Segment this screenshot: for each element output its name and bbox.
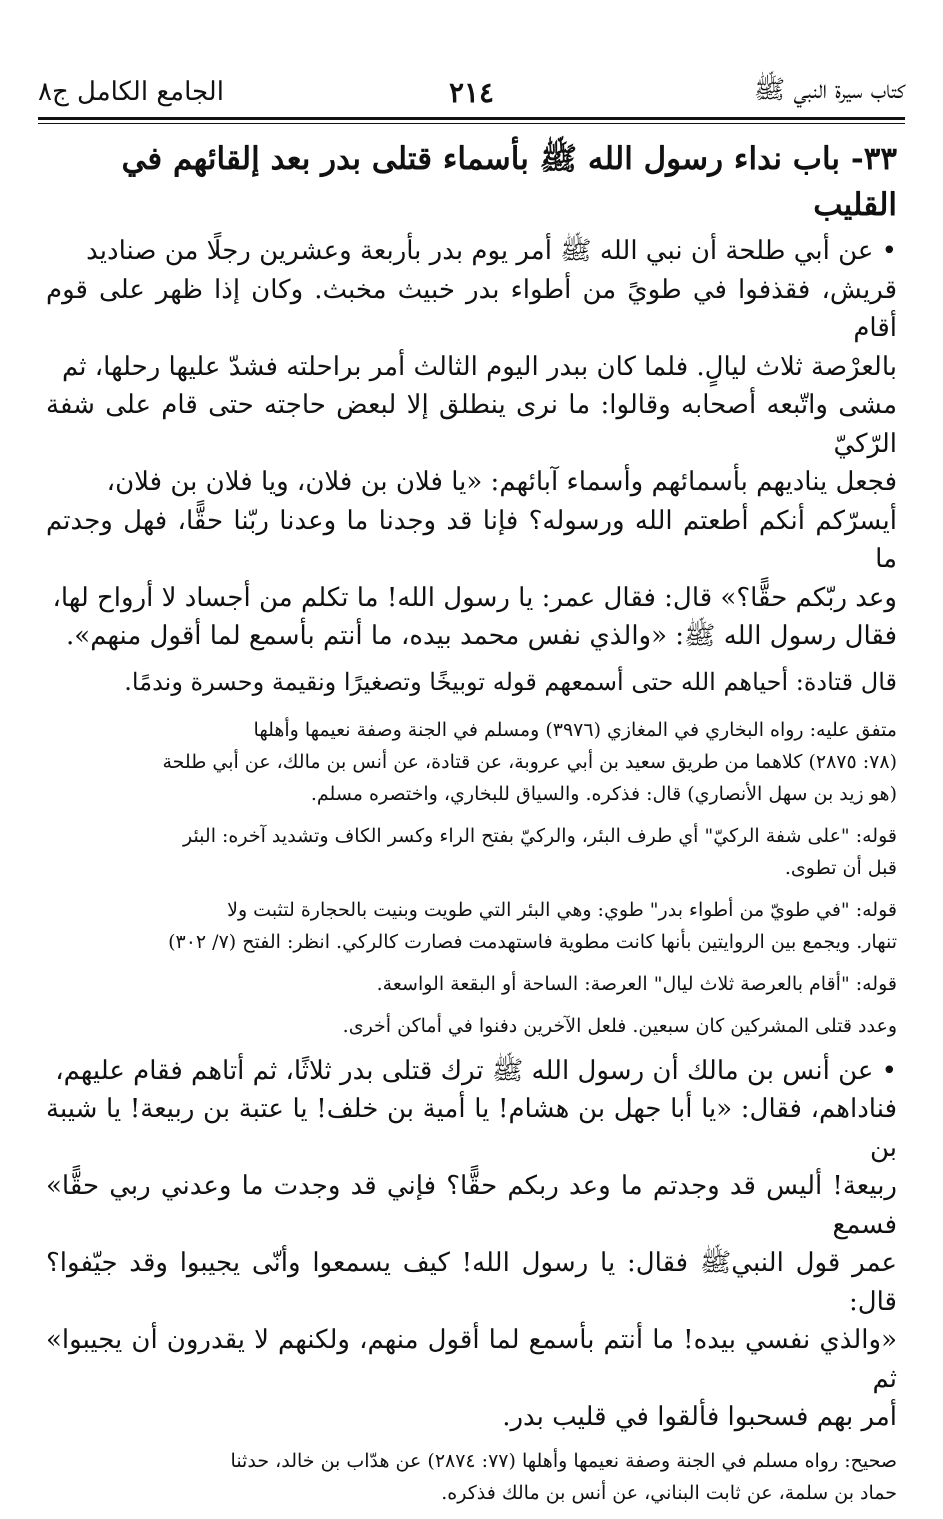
hadith-2 bbox=[46, 1052, 897, 1437]
chapter-title: ٣٣- باب نداء رسول الله ﷺ بأسماء قتلى بدر بعد إلقائهم في القليب bbox=[121, 141, 897, 223]
qatada-statement: قال قتادة: أحياهم الله حتى أسمعهم قوله توبيخًا وتصغيرًا ونقيمة وحسرة وندمًا. bbox=[124, 667, 897, 696]
hadith-2-line: عمر قول النبيﷺ فقال: يا رسول الله! كيف يسمعوا وأنّى يجيبوا وقد جيّفوا؟ قال: bbox=[46, 1248, 897, 1317]
header-rule-thick bbox=[38, 117, 905, 120]
explanation-tawiy bbox=[46, 894, 897, 958]
page-body bbox=[46, 136, 897, 1519]
takhrij-2-line: صحيح: رواه مسلم في الجنة وصفة نعيمها وأهلها (٧٧: ٢٨٧٤) عن هدّاب بن خالد، حدثنا bbox=[230, 1449, 897, 1472]
hadith-1-line: أيسرّكم أنكم أطعتم الله ورسوله؟ فإنا قد وجدنا ما وعدنا ربّنا حقًّا، فهل وجدتم ما bbox=[46, 505, 897, 574]
hadith-1-line: فقال رسول الله ﷺ: «والذي نفس محمد بيده، ما أنتم بأسمع لما أقول منهم». bbox=[66, 621, 897, 651]
takhrij-2 bbox=[46, 1445, 897, 1509]
hadith-1-line: قريش، فقذفوا في طويً من أطواء بدر خبيث مخبث. وكان إذا ظهر على قوم أقام bbox=[46, 274, 897, 343]
page-header bbox=[38, 70, 905, 114]
explanation-arsa: قوله: "أقام بالعرصة ثلاث ليال" العرصة: الساحة أو البقعة الواسعة. bbox=[376, 972, 897, 995]
hadith-2-line: «والذي نفسي بيده! ما أنتم بأسمع لما أقول منهم، ولكنهم لا يقدرون أن يجيبوا» ثم bbox=[46, 1325, 897, 1394]
page-number: ٢١٤ bbox=[448, 75, 495, 109]
header-book-title: كتاب سيرة النبي ﷺ bbox=[753, 75, 905, 105]
hadith-1-line: وعد ربّكم حقًّا؟» قال: فقال عمر: يا رسول الله! ما تكلم من أجساد لا أرواح لها، bbox=[52, 582, 897, 613]
hadith-2-line: أمر بهم فسحبوا فألقوا في قليب بدر. bbox=[502, 1402, 897, 1432]
hadith-2-line: فناداهم، فقال: «يا أبا جهل بن هشام! يا أمية بن خلف! يا عتبة بن ربيعة! يا شيبة بن bbox=[46, 1094, 897, 1163]
header-rule-thin bbox=[38, 123, 905, 124]
takhrij-1-line: متفق عليه: رواه البخاري في المغازي (٣٩٧٦) ومسلم في الجنة وصفة نعيمها وأهلها bbox=[253, 718, 897, 741]
hadith-1 bbox=[46, 232, 897, 656]
hadith-1-line: مشى واتّبعه أصحابه وقالوا: ما نرى ينطلق إلا لبعض حاجته حتى قام على شفة الرّكيّ bbox=[46, 390, 897, 459]
hadith-1-line: • عن أبي طلحة أن نبي الله ﷺ أمر يوم بدر بأربعة وعشرين رجلًا من صناديد bbox=[86, 236, 897, 266]
takhrij-1-line: (٧٨: ٢٨٧٥) كلاهما من طريق سعيد بن أبي عروبة، عن قتادة، عن أنس بن مالك، عن أبي طلحة bbox=[162, 750, 897, 773]
explanation-shafat-al-rakiy bbox=[46, 820, 897, 884]
explanation-line: قبل أن تطوى. bbox=[784, 856, 897, 879]
hadith-2-line: ربيعة! أليس قد وجدتم ما وعد ربكم حقًّا؟ فإني قد وجدت ما وعدني ربي حقًّا» فسمع bbox=[46, 1171, 897, 1240]
explanation-line: تنهار. ويجمع بين الروايتين بأنها كانت مطوية فاستهدمت فصارت كالركي. انظر: الفتح (٧/ ٣٠٢) bbox=[168, 930, 897, 953]
hadith-2-line: • عن أنس بن مالك أن رسول الله ﷺ ترك قتلى بدر ثلاثًا، ثم أتاهم فقام عليهم، bbox=[55, 1055, 897, 1086]
takhrij-1-line: (هو زيد بن سهل الأنصاري) قال: فذكره. والسياق للبخاري، واختصره مسلم. bbox=[310, 782, 897, 805]
hadith-1-line: فجعل يناديهم بأسمائهم وأسماء آبائهم: «يا فلان بن فلان، ويا فلان بن فلان، bbox=[106, 467, 897, 497]
explanation-count: وعدد قتلى المشركين كان سبعين. فلعل الآخرين دفنوا في أماكن أخرى. bbox=[342, 1014, 897, 1037]
header-volume: الجامع الكامل ج٨ bbox=[38, 77, 224, 107]
takhrij-2-line: حماد بن سلمة، عن ثابت البناني، عن أنس بن مالك فذكره. bbox=[441, 1481, 897, 1504]
hadith-1-line: بالعرْصة ثلاث ليالٍ. فلما كان ببدر اليوم الثالث أمر براحلته فشدّ عليها رحلها، ثم bbox=[61, 351, 897, 382]
explanation-line: قوله: "في طويّ من أطواء بدر" طوي: وهي البئر التي طويت وبنيت بالحجارة لتثبت ولا bbox=[227, 898, 897, 921]
explanation-line: قوله: "على شفة الركيّ" أي طرف البئر، والركيّ بفتح الراء وكسر الكاف وتشديد آخره: البئر bbox=[182, 824, 897, 847]
takhrij-1 bbox=[46, 714, 897, 810]
